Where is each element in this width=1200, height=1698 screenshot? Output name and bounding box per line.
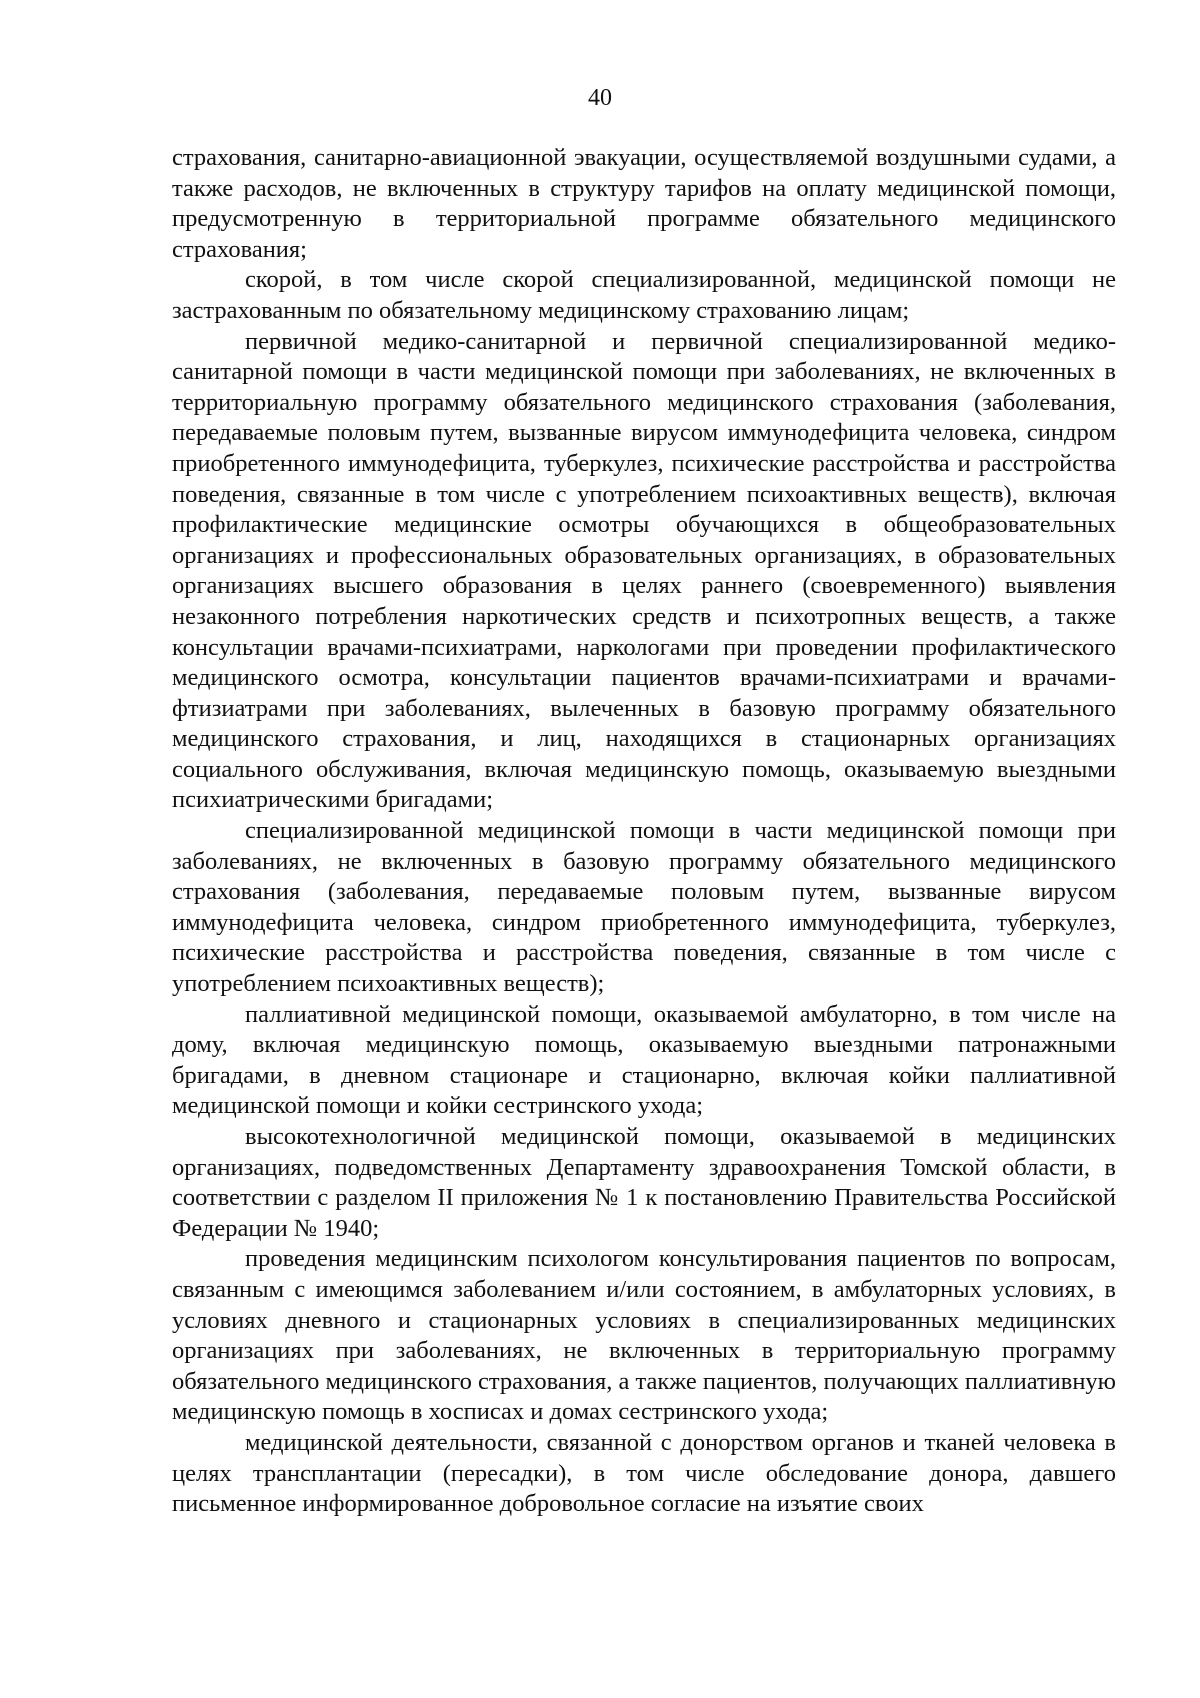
paragraph-4: специализированной медицинской помощи в части медицинской помощи при заболеваниях, не включенных в базовую программу обязательного медицинского страхования (заболевания, передаваемые половым путем, вызванные вирусом иммунодефицита человека, синдром приобретенного иммунодефицита, туберкулез, психические расстройства и расстройства поведения, связанные в том числе с употреблением психоактивных веществ);: [172, 817, 1116, 998]
paragraph-6: высокотехнологичной медицинской помощи, оказываемой в медицинских организациях, подведомственных Департаменту здравоохранения Томской области, в соответствии с разделом II приложения № 1 к постановлению Правительства Российской Федерации № 1940;: [172, 1123, 1116, 1242]
paragraph-3: первичной медико-санитарной и первичной специализированной медико-санитарной помощи в части медицинской помощи при заболеваниях, не включенных в территориальную программу обязательного медицинского страхования (заболевания, передаваемые половым путем, вызванные вирусом иммунодефицита человека, синдром приобретенного иммунодефицита, туберкулез, психические расстройства и расстройства поведения, связанные в том числе с употреблением психоактивных веществ), включая профилактические медицинские осмотры обучающихся в общеобразовательных организациях и профессиональных образовательных организациях, в образовательных организациях высшего образования в целях раннего (своевременного) выявления незаконного потребления наркотических средств и психотропных веществ, а также консультации врачами-психиатрами, наркологами при проведении профилактического медицинского осмотра, консультации пациентов врачами-психиатрами и врачами-фтизиатрами при заболеваниях, вылеченных в базовую программу обязательного медицинского страхования, и лиц, находящихся в стационарных организациях социального обслуживания, включая медицинскую помощь, оказываемую выездными психиатрическими бригадами;: [172, 327, 1116, 814]
paragraph-5: паллиативной медицинской помощи, оказываемой амбулаторно, в том числе на дому, включая медицинскую помощь, оказываемую выездными патронажными бригадами, в дневном стационаре и стационарно, включая койки паллиативной медицинской помощи и койки сестринского ухода;: [172, 1000, 1116, 1120]
document-body: [172, 143, 1116, 1520]
page-number: 40: [588, 85, 612, 111]
paragraph-7: проведения медицинским психологом консультирования пациентов по вопросам, связанным с имеющимся заболеванием и/или состоянием, в амбулаторных условиях, в условиях дневного и стационарных условиях в специализированных медицинских организациях при заболеваниях, не включенных в территориальную программу обязательного медицинского страхования, а также пациентов, получающих паллиативную медицинскую помощь в хосписах и домах сестринского ухода;: [172, 1245, 1116, 1426]
paragraph-1: страхования, санитарно-авиационной эвакуации, осуществляемой воздушными судами, а также расходов, не включенных в структуру тарифов на оплату медицинской помощи, предусмотренную в территориальной программе обязательного медицинского страхования;: [172, 144, 1116, 263]
paragraph-8: медицинской деятельности, связанной с донорством органов и тканей человека в целях трансплантации (пересадки), в том числе обследование донора, давшего письменное информированное добровольное согласие на изъятие своих: [172, 1428, 1116, 1518]
paragraph-2: скорой, в том числе скорой специализированной, медицинской помощи не застрахованным по обязательному медицинскому страхованию лицам;: [172, 266, 1116, 324]
